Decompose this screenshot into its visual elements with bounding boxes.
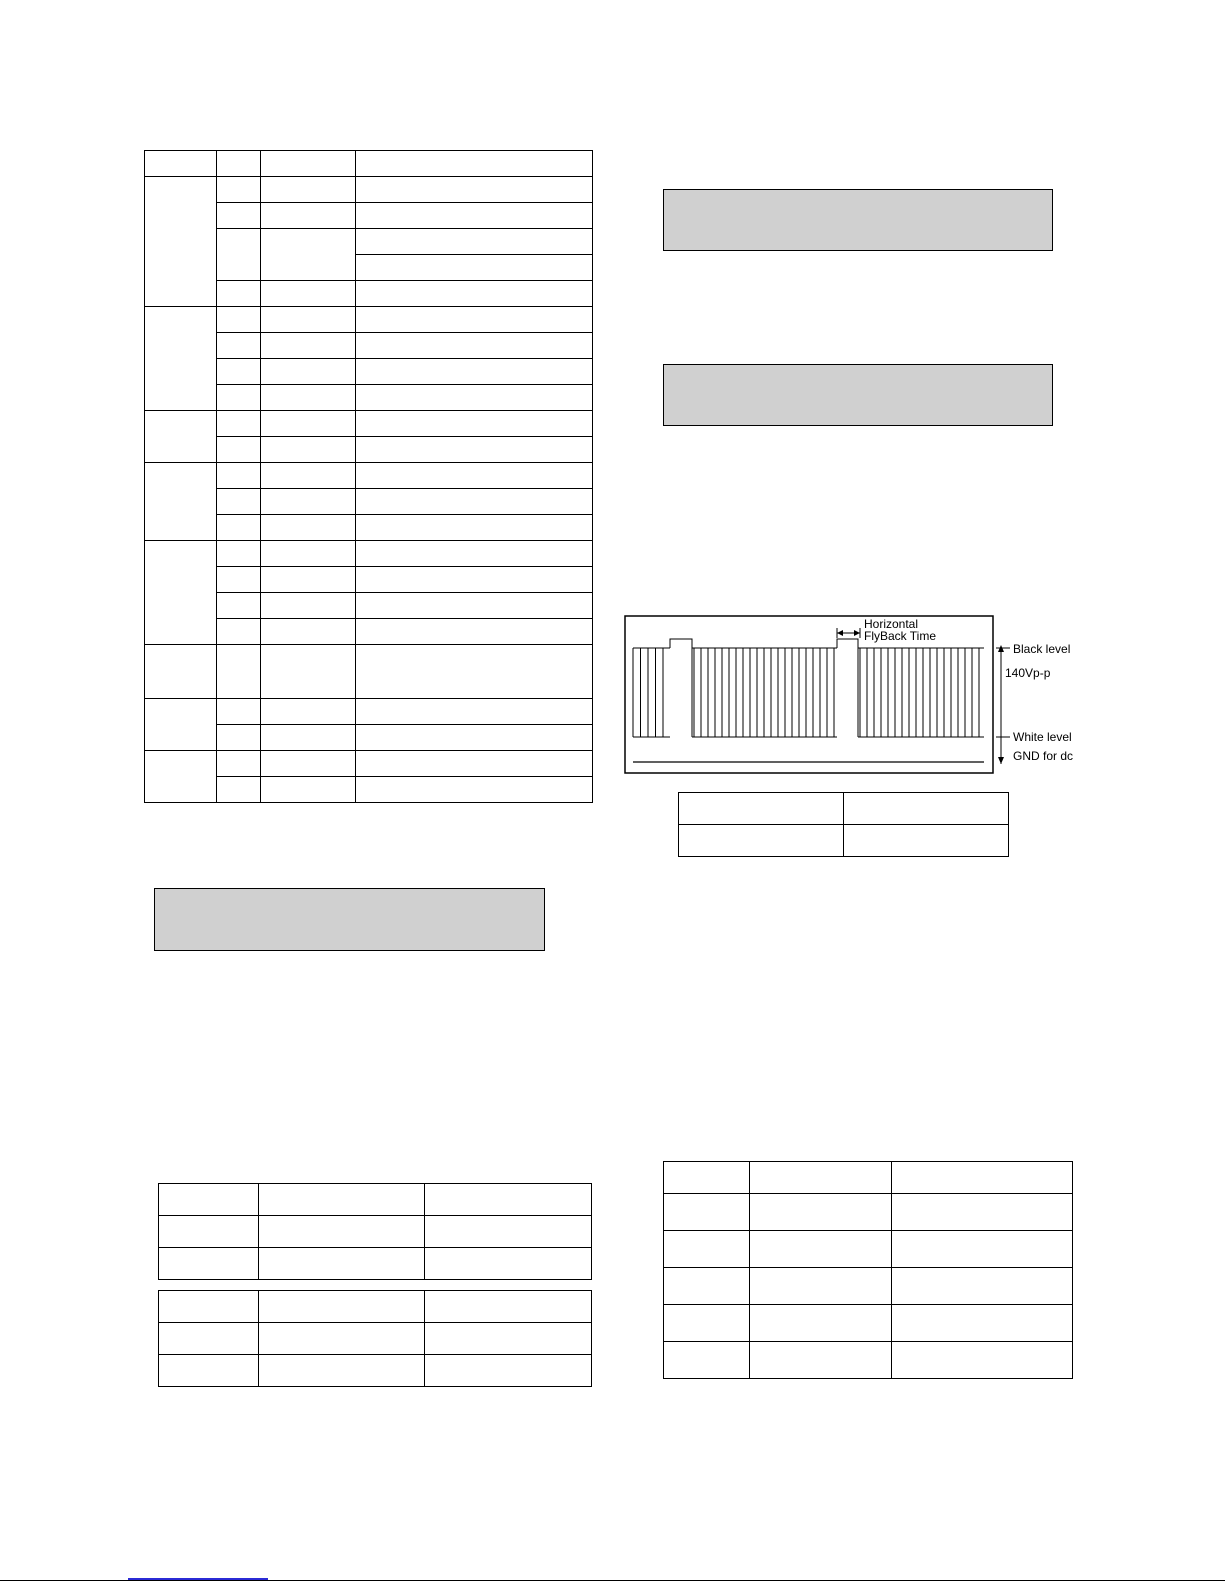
table-row xyxy=(145,699,593,725)
table-row xyxy=(145,751,593,777)
table-row xyxy=(664,1194,1073,1231)
section-panel-2 xyxy=(663,364,1053,426)
table-row xyxy=(145,307,593,333)
pin-spec-table xyxy=(144,150,593,803)
figure-table xyxy=(678,792,1009,857)
annotation-horizontal: Horizontal xyxy=(864,617,919,631)
figure-frame xyxy=(625,616,993,773)
table-row xyxy=(679,825,1009,857)
section-panel-1 xyxy=(663,189,1053,251)
table-row xyxy=(664,1342,1073,1379)
label-gnd: GND for dc xyxy=(1013,749,1074,763)
table-row xyxy=(664,1231,1073,1268)
table-row xyxy=(679,793,1009,825)
annotation-flyback: FlyBack Time xyxy=(864,629,937,643)
table-row xyxy=(159,1248,592,1280)
table-row xyxy=(145,541,593,567)
waveform-figure xyxy=(624,612,1074,778)
footer-link-underline[interactable] xyxy=(128,1578,268,1580)
bottom-right-table xyxy=(663,1161,1073,1379)
label-white-level: White level xyxy=(1013,730,1072,744)
bottom-left-table-2 xyxy=(158,1290,592,1387)
section-panel-3 xyxy=(154,888,545,951)
table-row xyxy=(145,463,593,489)
footer-rule xyxy=(0,1580,1225,1581)
table-row xyxy=(145,177,593,203)
table-row xyxy=(159,1216,592,1248)
bottom-left-table-1 xyxy=(158,1183,592,1280)
label-black-level: Black level xyxy=(1013,642,1071,656)
label-amplitude: 140Vp-p xyxy=(1005,666,1051,680)
table-row xyxy=(664,1268,1073,1305)
table-row xyxy=(159,1184,592,1216)
table-row xyxy=(159,1323,592,1355)
table-row xyxy=(145,411,593,437)
table-row xyxy=(664,1162,1073,1194)
table-row xyxy=(664,1305,1073,1342)
table-row xyxy=(145,645,593,699)
table-row xyxy=(159,1291,592,1323)
table-row xyxy=(159,1355,592,1387)
table-row xyxy=(145,151,593,177)
